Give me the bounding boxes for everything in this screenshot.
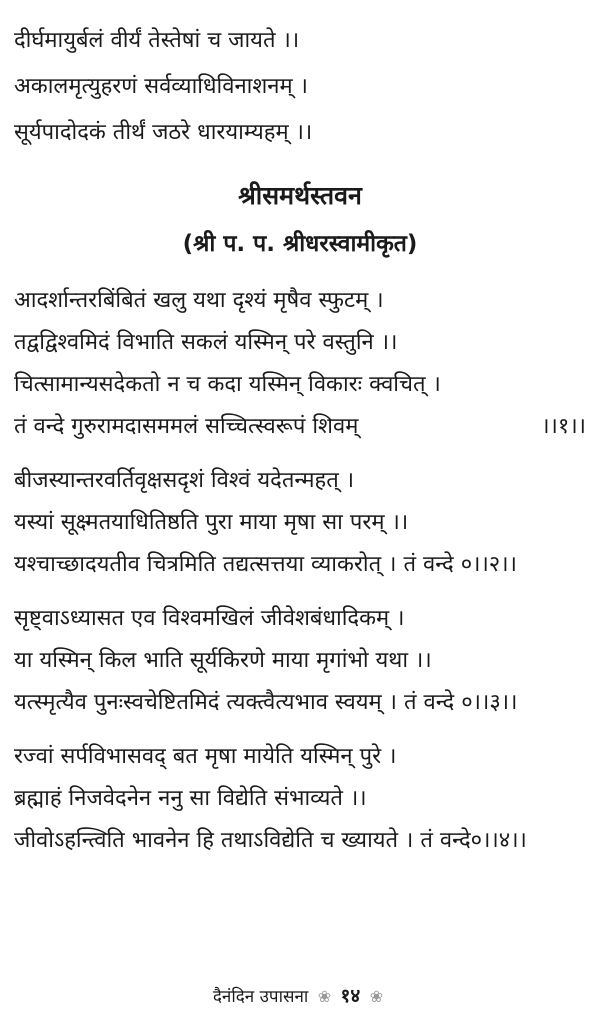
verse1-line-4: तं वन्दे गुरुरामदासममलं सच्चित्स्वरूपं शिवम्	[14, 414, 359, 439]
page-title: श्रीसमर्थस्तवन	[238, 181, 362, 210]
flower-ornament-icon: ❀	[317, 987, 332, 1006]
verse3-line-1: सृष्ट्वाऽध्यासत एव विश्वमखिलं जीवेशबंधादिकम् ।	[14, 606, 405, 631]
intro-line-2: अकालमृत्युहरणं सर्वव्याधिविनाशनम् ।	[14, 74, 309, 99]
verse4-line-3: जीवोऽहन्त्विति भावनेन हि तथाऽविद्येति च ख्यायते । तं वन्दे०।।४।।	[14, 828, 527, 853]
verse1-number: ।।१।।	[541, 414, 586, 439]
intro-line-1: दीर्घमायुर्बलं वीर्यं तेस्तेषां च जायते ।।	[14, 28, 300, 53]
verse2-line-2: यस्यां सूक्ष्मतयाधितिष्ठति पुरा माया मृषा सा परम् ।।	[14, 510, 409, 535]
page-number: १४	[340, 985, 361, 1007]
verse1-line-1: आदर्शान्तरबिंबितं खलु यथा दृश्यं मृषैव स्फुटम् ।	[14, 288, 384, 313]
verse2-line-1: बीजस्यान्तरवर्तिवृक्षसदृशं विश्वं यदेतन्महत् ।	[14, 468, 355, 493]
flower-ornament-icon: ❀	[369, 987, 384, 1006]
verse3-line-3: यत्स्मृत्यैव पुनःस्वचेष्टितमिदं त्यक्त्वैत्यभाव स्वयम् । तं वन्दे ०।।३।।	[14, 690, 518, 715]
page-subtitle: (श्री प. प. श्रीधरस्वामीकृत)	[182, 231, 418, 257]
verse1-line-2: तद्वद्विश्वमिदं विभाति सकलं यस्मिन् परे वस्तुनि ।।	[14, 330, 398, 355]
footer-title: दैनंदिन उपासना	[212, 987, 309, 1007]
verse3-line-2: या यस्मिन् किल भाति सूर्यकिरणे माया मृगांभो यथा ।।	[14, 648, 432, 673]
verse2-line-3: यश्चाच्छादयतीव चित्रमिति तद्यत्सत्तया व्याकरोत् । तं वन्दे ०।।२।।	[14, 552, 517, 577]
page-footer	[0, 982, 600, 1008]
intro-line-3: सूर्यपादोदकं तीर्थं जठरे धारयाम्यहम् ।।	[14, 120, 313, 145]
verse4-line-2: ब्रह्माहं निजवेदनेन ननु सा विद्येति संभाव्यते ।।	[14, 786, 367, 811]
verse1-line-3: चित्सामान्यसदेकतो न च कदा यस्मिन् विकारः क्वचित् ।	[14, 372, 441, 397]
verse4-line-1: रज्वां सर्पविभासवद् बत मृषा मायेति यस्मिन् पुरे ।	[14, 744, 397, 769]
